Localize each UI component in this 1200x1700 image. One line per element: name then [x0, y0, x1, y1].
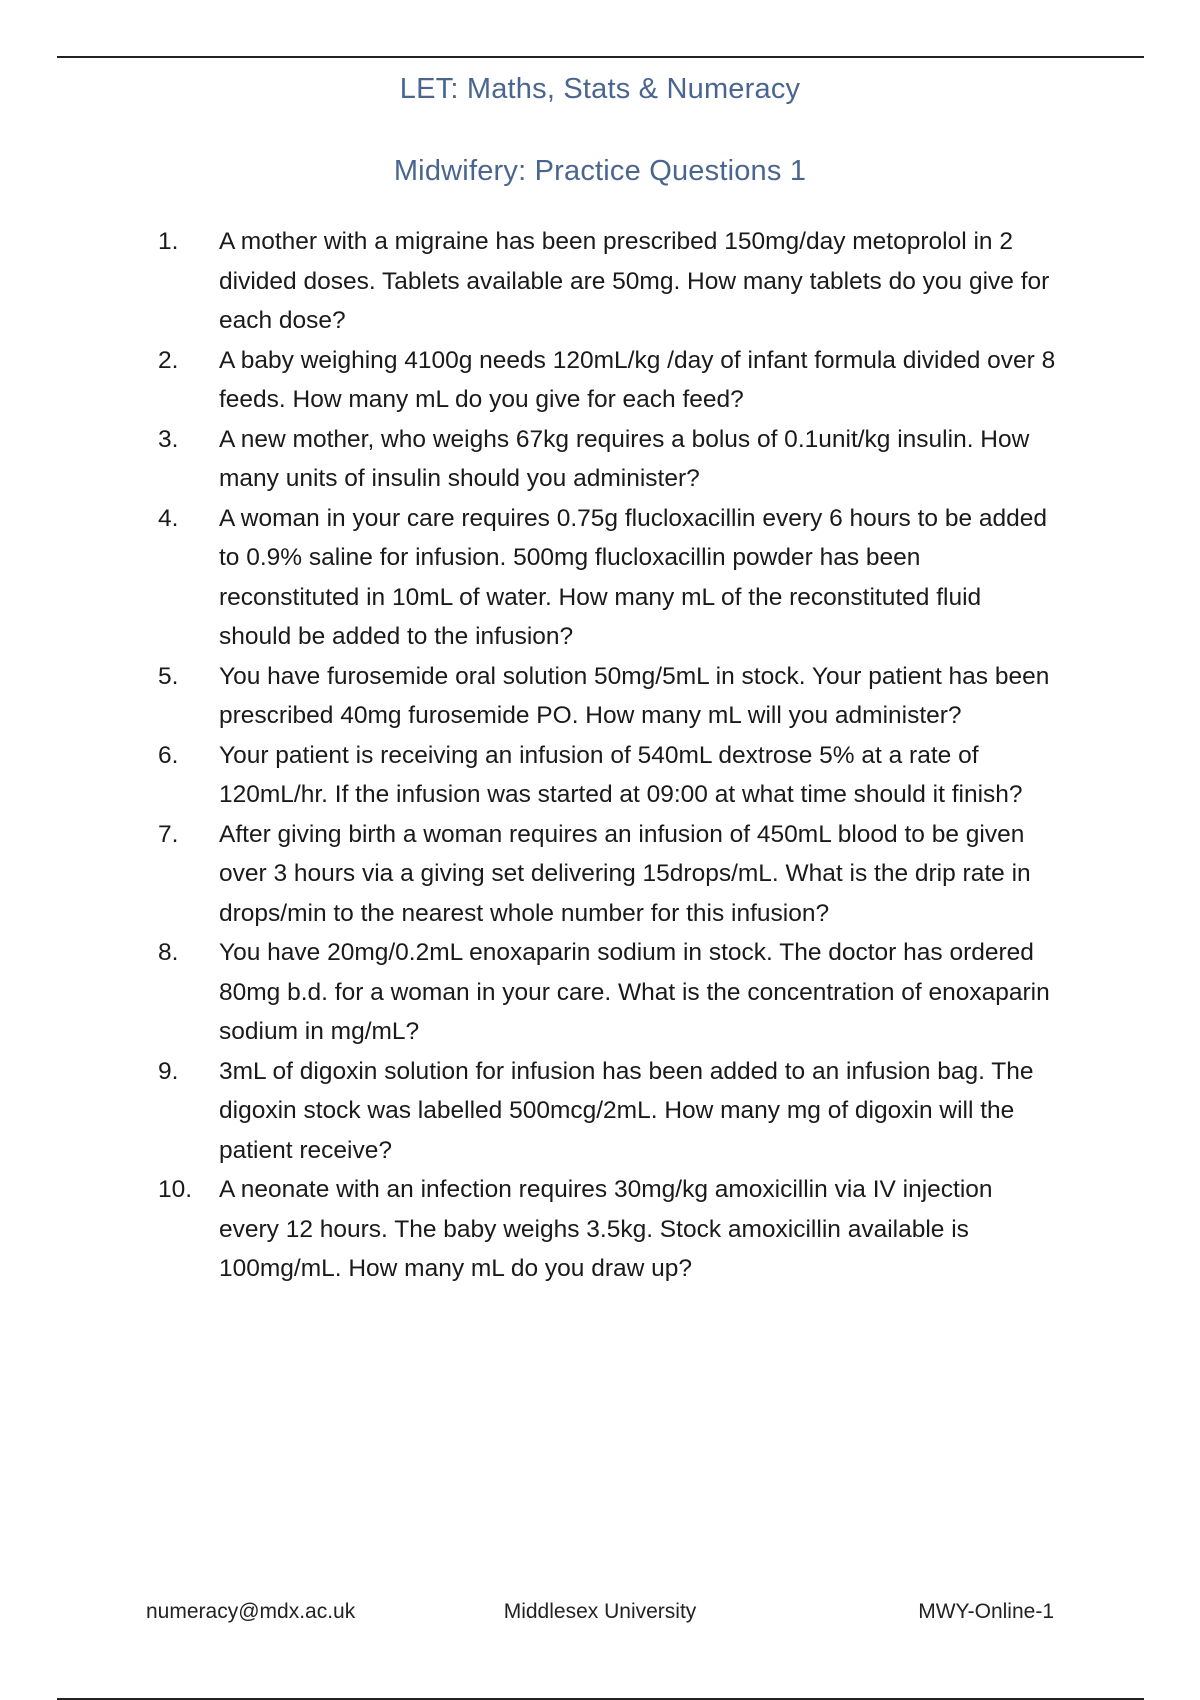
question-item — [158, 736, 1058, 815]
question-number: 6. — [158, 741, 179, 769]
question-text: After giving birth a woman requires an infusion of 450mL blood to be given over 3 hours via a giving set delivering 15drops/mL. What is the drip rate in drops/min to the nearest whole number for this infusion? — [219, 820, 1031, 927]
question-item — [158, 420, 1058, 499]
question-text: A baby weighing 4100g needs 120mL/kg /day of infant formula divided over 8 feeds. How many mL do you give for each feed? — [219, 346, 1056, 413]
question-number: 1. — [158, 228, 179, 255]
question-item — [158, 222, 1058, 341]
question-list — [158, 222, 1058, 1289]
question-number: 10. — [158, 1176, 193, 1203]
question-text: You have furosemide oral solution 50mg/5mL in stock. Your patient has been prescribed 40mg furosemide PO. How many mL will you administer? — [219, 662, 1050, 729]
question-text: A neonate with an infection requires 30mg/kg amoxicillin via IV injection every 12 hours. The baby weighs 3.5kg. Stock amoxicillin available is 100mg/mL. How many mL do you draw up? — [219, 1176, 993, 1282]
question-text: A new mother, who weighs 67kg requires a bolus of 0.1unit/kg insulin. How many units of insulin should you administer? — [219, 425, 1030, 492]
question-item — [158, 815, 1058, 934]
question-text: A mother with a migraine has been prescribed 150mg/day metoprolol in 2 divided doses. Tablets available are 50mg. How many tablets do you give for each dose? — [219, 228, 1050, 334]
question-item — [158, 341, 1058, 420]
question-text: Your patient is receiving an infusion of 540mL dextrose 5% at a rate of 120mL/hr. If the infusion was started at 09:00 at what time should it finish? — [219, 741, 1023, 808]
question-text: A woman in your care requires 0.75g flucloxacillin every 6 hours to be added to 0.9% saline for infusion. 500mg flucloxacillin powder has been reconstituted in 10mL of water. How many mL of the reconstituted fluid should be added to the infusion? — [219, 504, 1048, 650]
question-number: 8. — [158, 939, 179, 966]
top-rule — [57, 56, 1144, 58]
question-number: 3. — [158, 425, 179, 453]
question-item — [158, 499, 1058, 657]
question-number: 7. — [158, 820, 179, 848]
footer-code: MWY-Online-1 — [918, 1600, 1054, 1623]
course-title: LET: Maths, Stats & Numeracy — [399, 73, 801, 105]
page-title: Midwifery: Practice Questions 1 — [393, 155, 807, 187]
question-text: 3mL of digoxin solution for infusion has been added to an infusion bag. The digoxin stock was labelled 500mcg/2mL. How many mg of digoxin will the patient receive? — [219, 1057, 1034, 1164]
footer-email: numeracy@mdx.ac.uk — [146, 1600, 356, 1623]
question-number: 4. — [158, 504, 179, 532]
footer-institution: Middlesex University — [503, 1600, 697, 1623]
question-item — [158, 933, 1058, 1052]
question-item — [158, 1170, 1058, 1289]
question-number: 9. — [158, 1057, 179, 1085]
question-number: 5. — [158, 662, 179, 690]
question-item — [158, 1052, 1058, 1171]
question-item — [158, 657, 1058, 736]
question-number: 2. — [158, 346, 179, 374]
question-text: You have 20mg/0.2mL enoxaparin sodium in stock. The doctor has ordered 80mg b.d. for a woman in your care. What is the concentration of enoxaparin sodium in mg/mL? — [219, 939, 1050, 1045]
